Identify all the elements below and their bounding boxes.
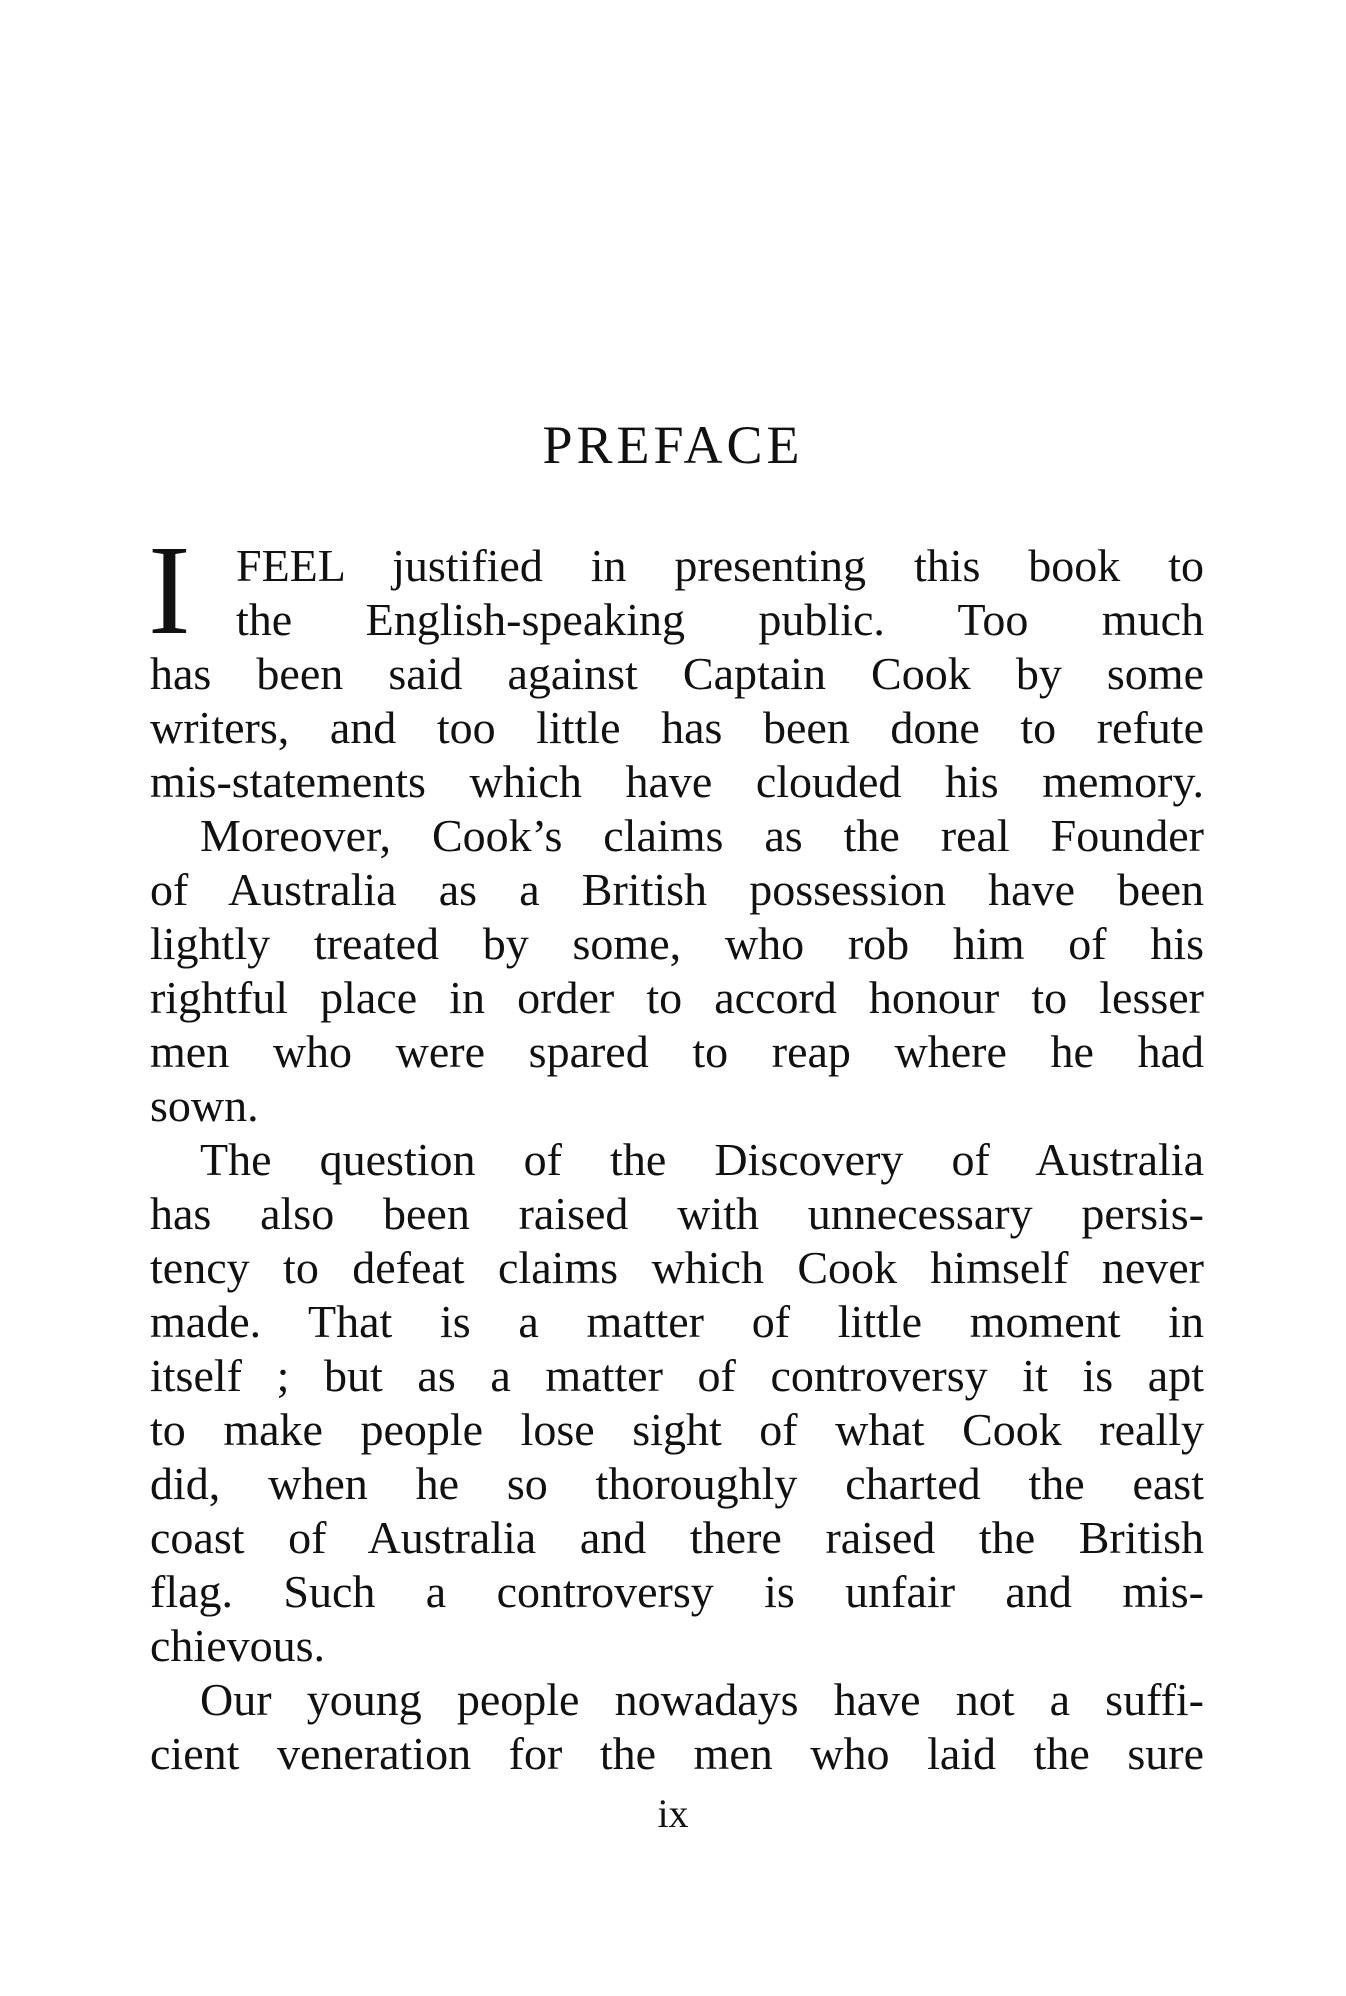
text-line: Moreover, Cook’s claims as the real Founder bbox=[200, 810, 1204, 861]
text-line: Our young people nowadays have not a suffi- bbox=[200, 1674, 1204, 1725]
drop-cap: I bbox=[148, 519, 191, 661]
page-title: PREFACE bbox=[542, 415, 804, 475]
text-line: chievous. bbox=[150, 1620, 326, 1671]
text-line: coast of Australia and there raised the British bbox=[150, 1512, 1204, 1563]
text-line: lightly treated by some, who rob him of his bbox=[150, 918, 1204, 969]
text-line: flag. Such a controversy is unfair and mis- bbox=[150, 1566, 1204, 1617]
text-line: to make people lose sight of what Cook really bbox=[150, 1404, 1204, 1455]
text-line: mis-statements which have clouded his memory. bbox=[150, 756, 1204, 807]
text-line: The question of the Discovery of Australia bbox=[200, 1134, 1204, 1185]
text-line: men who were spared to reap where he had bbox=[150, 1026, 1204, 1077]
text-line: has also been raised with unnecessary persis- bbox=[150, 1188, 1204, 1239]
text-line: writers, and too little has been done to refute bbox=[150, 702, 1204, 753]
page-number: ix bbox=[657, 1791, 689, 1836]
text-line: rightful place in order to accord honour to lesser bbox=[150, 972, 1204, 1023]
text-line: cient veneration for the men who laid the sure bbox=[150, 1728, 1204, 1779]
text-line: of Australia as a British possession have been bbox=[150, 864, 1204, 915]
text-line: tency to defeat claims which Cook himself never bbox=[150, 1242, 1204, 1293]
text-line: sown. bbox=[150, 1080, 259, 1131]
text-line: FEEL justified in presenting this book to bbox=[236, 540, 1204, 591]
text-line: itself ; but as a matter of controversy it is apt bbox=[150, 1350, 1204, 1401]
text-line: made. That is a matter of little moment in bbox=[150, 1296, 1204, 1347]
text-line: has been said against Captain Cook by some bbox=[150, 648, 1204, 699]
text-line: the English-speaking public. Too much bbox=[236, 594, 1204, 645]
text-line: did, when he so thoroughly charted the east bbox=[150, 1458, 1204, 1509]
